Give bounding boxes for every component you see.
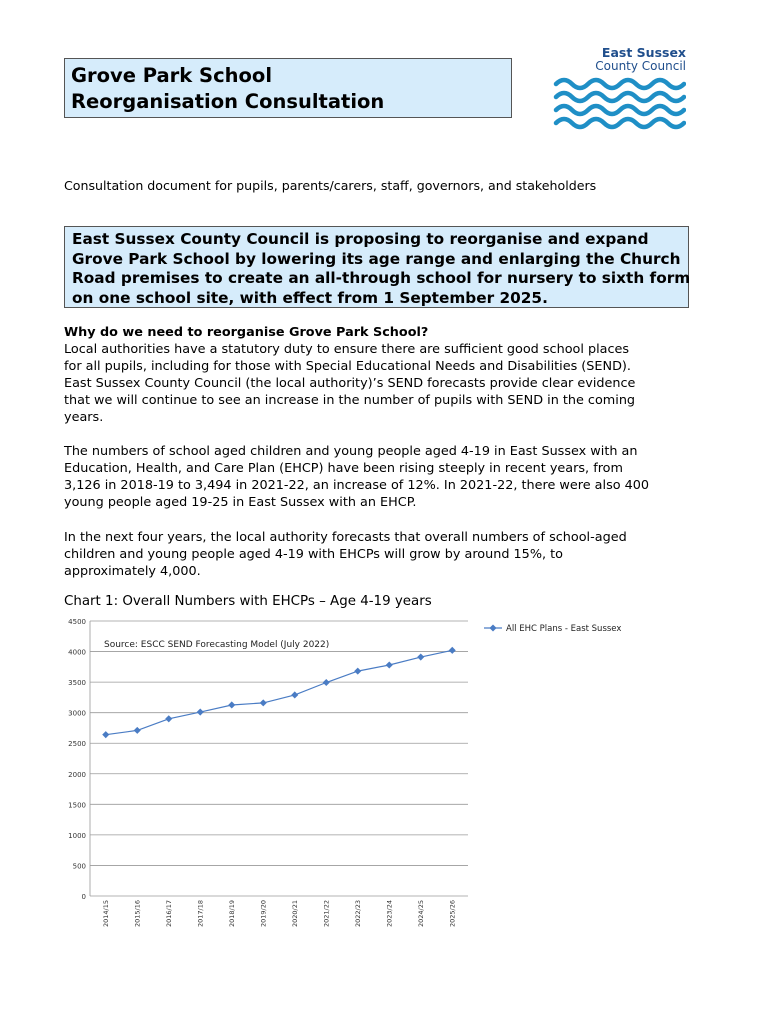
y-tick-label: 1500 — [68, 801, 86, 810]
paragraph-line: years. — [64, 410, 104, 425]
legend-label: All EHC Plans - East Sussex — [506, 624, 622, 634]
x-tick-label: 2021/22 — [322, 900, 331, 928]
proposal-summary-box — [64, 226, 689, 308]
document-title-box — [64, 58, 512, 118]
paragraph-line: 3,126 in 2018-19 to 3,494 in 2021-22, an increase of 12%. In 2021-22, there were also 400 — [64, 478, 650, 493]
y-tick-label: 0 — [81, 893, 86, 901]
paragraph-line: children and young people aged 4-19 with EHCPs will grow by around 15%, to — [64, 547, 563, 562]
logo-text-line-1: East Sussex — [601, 45, 686, 60]
council-logo — [552, 46, 686, 138]
proposal-line: East Sussex County Council is proposing to reorganise and expand — [72, 230, 649, 248]
document-subtitle: Consultation document for pupils, parents/carers, staff, governors, and stakeholders — [64, 178, 597, 193]
x-tick-label: 2025/26 — [448, 900, 457, 928]
data-point — [323, 679, 330, 686]
proposal-line: on one school site, with effect from 1 September 2025. — [72, 288, 548, 307]
paragraph-forecast — [64, 529, 627, 580]
paragraph-line: approximately 4,000. — [64, 564, 201, 579]
y-tick-label: 2500 — [68, 740, 86, 749]
paragraph-line: East Sussex County Council (the local authority)’s SEND forecasts provide clear evidence — [64, 376, 636, 391]
logo-text-line-2: County Council — [595, 59, 686, 73]
title-line-2: Reorganisation Consultation — [71, 90, 385, 113]
x-tick-label: 2015/16 — [133, 900, 142, 928]
paragraph-line: for all pupils, including for those with Special Educational Needs and Disabilities (SEND). — [64, 359, 631, 374]
data-point — [291, 691, 298, 698]
proposal-line: Road premises to create an all-through school for nursery to sixth form — [72, 269, 691, 287]
paragraph-line: In the next four years, the local authority forecasts that overall numbers of school-aged — [64, 530, 627, 545]
data-point — [354, 668, 361, 675]
x-tick-label: 2024/25 — [416, 900, 425, 928]
data-point — [165, 715, 172, 722]
title-line-1: Grove Park School — [71, 64, 273, 87]
data-point — [228, 701, 235, 708]
paragraph-line: Local authorities have a statutory duty to ensure there are sufficient good school places — [64, 342, 630, 357]
series-line-all-ehc-plans — [106, 650, 453, 734]
ehcp-line-chart — [60, 612, 660, 934]
paragraph-line: The numbers of school aged children and young people aged 4-19 in East Sussex with an — [64, 444, 638, 459]
data-point — [102, 731, 109, 738]
data-point — [386, 661, 393, 668]
x-tick-label: 2022/23 — [353, 900, 362, 928]
section-reasons — [64, 324, 635, 426]
data-point — [134, 727, 141, 734]
y-tick-label: 3000 — [68, 709, 86, 718]
y-tick-label: 3500 — [68, 679, 86, 688]
data-point — [417, 654, 424, 661]
legend-marker — [489, 624, 496, 631]
x-tick-label: 2023/24 — [385, 900, 394, 928]
section-heading: Why do we need to reorganise Grove Park School? — [64, 325, 429, 340]
data-point — [197, 709, 204, 716]
y-tick-label: 4000 — [68, 648, 86, 657]
y-tick-label: 500 — [72, 862, 86, 871]
chart-source-annotation: Source: ESCC SEND Forecasting Model (July 2022) — [104, 640, 330, 650]
y-tick-label: 4500 — [68, 618, 86, 626]
paragraph-line: young people aged 19-25 in East Sussex with an EHCP. — [64, 495, 417, 510]
y-tick-label: 1000 — [68, 831, 86, 840]
x-tick-label: 2019/20 — [259, 900, 268, 928]
chart-legend — [484, 624, 621, 634]
x-tick-label: 2018/19 — [227, 900, 236, 928]
paragraph-line: that we will continue to see an increase in the number of pupils with SEND in the coming — [64, 393, 636, 408]
y-tick-label: 2000 — [68, 770, 86, 779]
data-point — [260, 699, 267, 706]
data-point — [449, 647, 456, 654]
x-tick-label: 2014/15 — [101, 900, 110, 928]
x-tick-label: 2017/18 — [196, 900, 205, 928]
x-tick-label: 2020/21 — [290, 900, 299, 928]
chart-title: Chart 1: Overall Numbers with EHCPs – Age 4-19 years — [64, 594, 432, 609]
x-tick-label: 2016/17 — [164, 900, 173, 928]
paragraph-line: Education, Health, and Care Plan (EHCP) have been rising steeply in recent years, from — [64, 461, 623, 476]
proposal-line: Grove Park School by lowering its age range and enlarging the Church — [72, 249, 681, 268]
paragraph-ehcp-numbers — [64, 443, 649, 511]
waves-logo-icon — [552, 76, 686, 138]
